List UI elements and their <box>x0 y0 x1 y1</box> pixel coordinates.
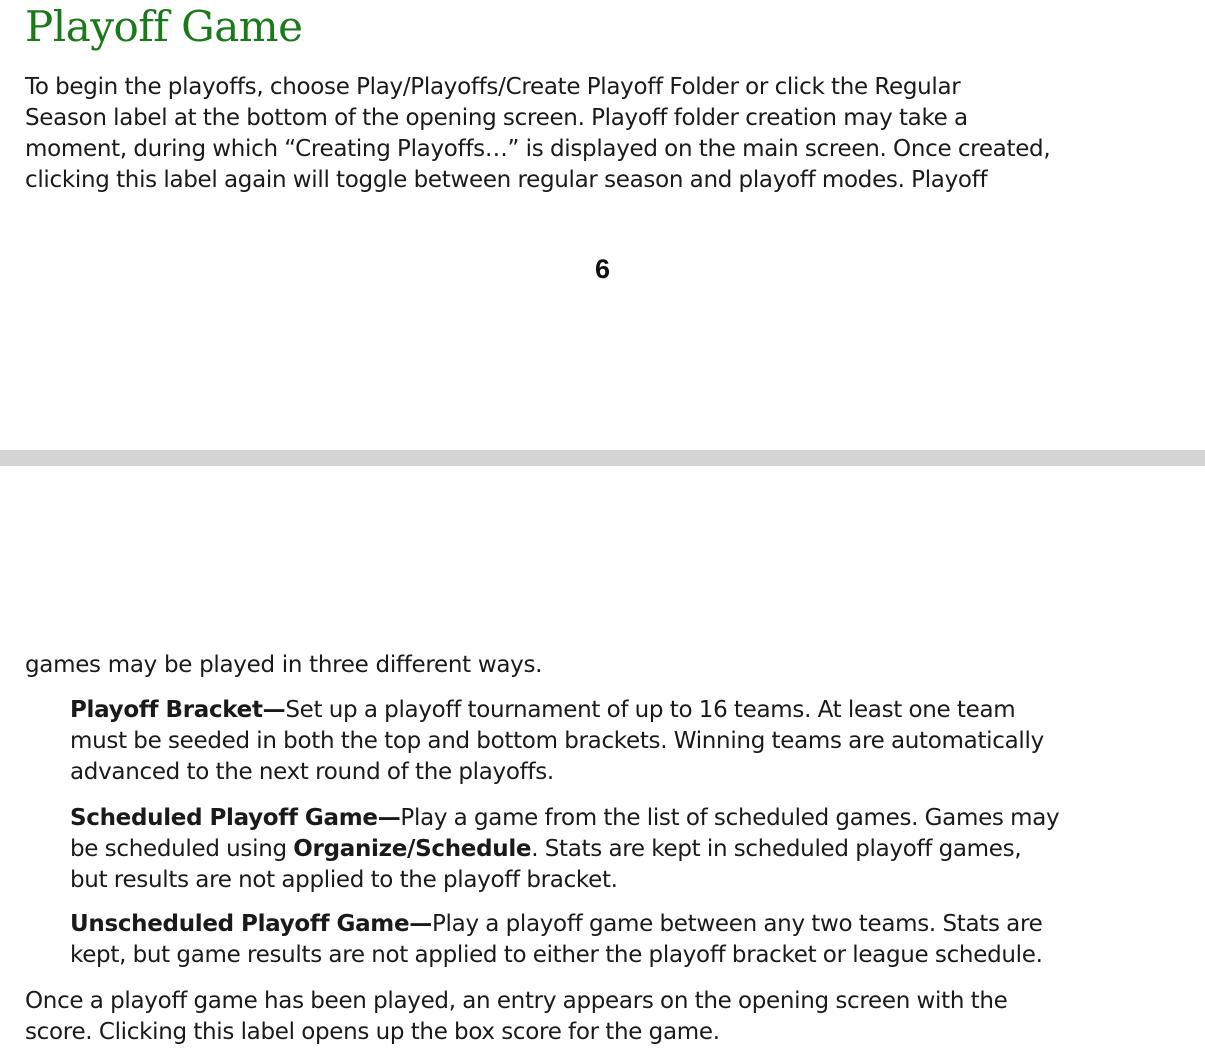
definition-term: Scheduled Playoff Game— <box>70 805 401 831</box>
definition-line <box>70 695 1195 726</box>
document-page-lower <box>0 466 1205 1058</box>
definition-line <box>70 909 1195 940</box>
definition-text: Set up a playoff tournament of up to 16 teams. At least one team <box>285 697 1016 723</box>
section-heading: Playoff Game <box>25 2 303 51</box>
definition-line <box>70 803 1195 834</box>
intro-paragraph <box>25 72 1195 196</box>
document-page-upper <box>0 0 1205 450</box>
menu-path-text: Organize/Schedule <box>293 836 532 862</box>
closing-line: score. Clicking this label opens up the box score for the game. <box>25 1019 720 1045</box>
intro-line: moment, during which “Creating Playoffs…” is displayed on the main screen. Once created, <box>25 136 1051 162</box>
definition-playoff-bracket <box>70 695 1195 788</box>
definition-unscheduled-playoff-game <box>70 909 1195 971</box>
intro-line: clicking this label again will toggle between regular season and playoff modes. Playoff <box>25 167 988 193</box>
definition-line: kept, but game results are not applied to either the playoff bracket or league schedule. <box>70 942 1043 968</box>
closing-line: Once a playoff game has been played, an entry appears on the opening screen with the <box>25 988 1008 1014</box>
definition-line <box>70 834 1195 865</box>
page-separator <box>0 450 1205 466</box>
definition-term: Unscheduled Playoff Game— <box>70 911 432 937</box>
definition-line: but results are not applied to the playoff bracket. <box>70 867 618 893</box>
continuation-line: games may be played in three different ways. <box>25 652 543 678</box>
closing-paragraph <box>25 986 1195 1048</box>
definition-line: must be seeded in both the top and bottom brackets. Winning teams are automatically <box>70 728 1044 754</box>
definition-term: Playoff Bracket— <box>70 697 286 723</box>
definition-scheduled-playoff-game <box>70 803 1195 896</box>
page-number: 6 <box>594 254 611 284</box>
intro-line: To begin the playoffs, choose Play/Playoffs/Create Playoff Folder or click the Regular <box>25 74 961 100</box>
definition-text: . Stats are kept in scheduled playoff games, <box>531 836 1022 862</box>
definition-line: advanced to the next round of the playoffs. <box>70 759 554 785</box>
definition-text: be scheduled using <box>70 836 294 862</box>
intro-line: Season label at the bottom of the opening screen. Playoff folder creation may take a <box>25 105 968 131</box>
definition-text: Play a game from the list of scheduled games. Games may <box>400 805 1060 831</box>
definition-text: Play a playoff game between any two teams. Stats are <box>431 911 1043 937</box>
